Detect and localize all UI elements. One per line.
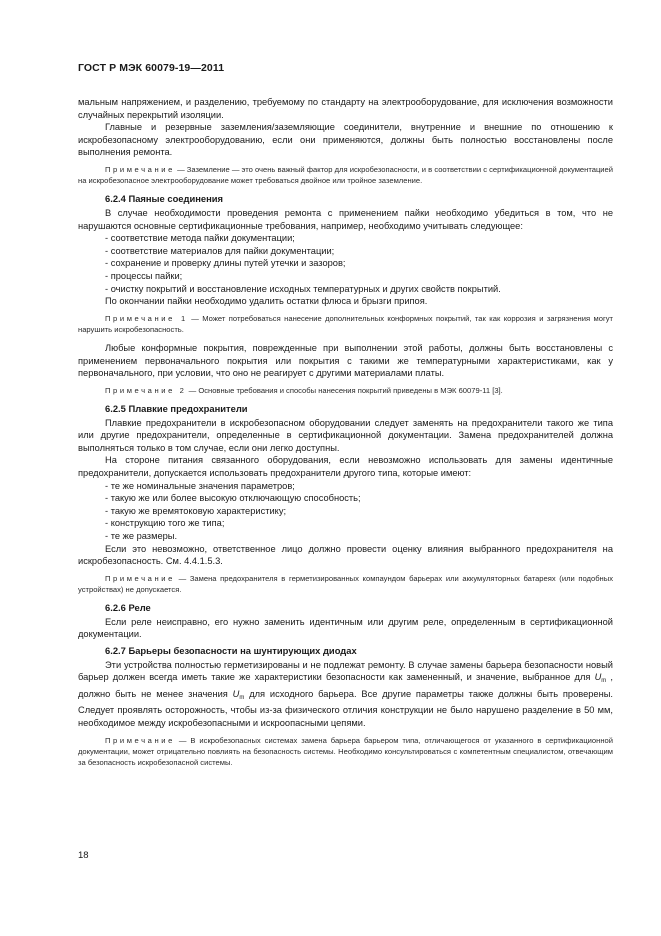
section-heading-6-2-4: 6.2.4 Паяные соединения — [105, 193, 224, 205]
paragraph: Если это невозможно, ответственное лицо должно провести оценку влияния выбранного предохранителя на искробезопасность. См. 4.4.1.5.3. — [78, 543, 613, 567]
paragraph: Любые конформные покрытия, поврежденные при выполнении этой работы, должны быть восстановлены с применением первоначального покрытия или покрытия с такими же температурными характеристиками, как у первоначального, при условии, что оно не реагирует с другими материалами платы. — [78, 343, 613, 379]
paragraph: Главные и резервные заземления/заземляющие соединители, внутренние и внешние по отношению к искробезопасному электрооборудованию, если они применяются, должны быть полностью восстановлены после выполнения ремонта. — [78, 122, 613, 158]
symbol-um: $U_m$ — [594, 672, 607, 685]
note-label: Примечание 2 — [105, 385, 187, 395]
list-item: - те же номинальные значения параметров; — [78, 480, 613, 493]
list-item: - те же размеры. — [78, 530, 613, 543]
list-item: - процессы пайки; — [78, 270, 613, 283]
paragraph: мальным напряжением, и разделению, требуемому по стандарту на электрооборудование, для исключения возможности случайных перекрытий изоляции. — [78, 97, 613, 120]
note-label: Примечание 1 — [105, 313, 188, 323]
list-item: - сохранение и проверку длины путей утечки и зазоров; — [78, 257, 613, 270]
note — [78, 385, 613, 396]
note-label: Примечание — [105, 573, 175, 583]
note — [78, 735, 613, 769]
paragraph: Эти устройства полностью герметизированы и не подлежат ремонту. В случае замены барьера безопасности новый барьер должен всегда иметь такие же характеристики безопасности как замененный, и значение, выбранное для $U_m$ , должно быть не менее значения $U_m$ для исходного барьера. Все другие параметры также должны быть проверены. Следует проявлять осторожность, чтобы из-за физического отличия конструкции не было нарушено разделение в 50 мм, необходимое между искробезопасными и искроопасными цепями. — [78, 659, 613, 728]
note — [78, 164, 613, 186]
list-item: - такую же времятоковую характеристику; — [78, 505, 613, 518]
paragraph: В случае необходимости проведения ремонта с применением пайки необходимо убедиться в том, что не нарушаются основные сертификационные требования, например, необходимо учитывать следующее: — [78, 207, 613, 231]
section-heading-6-2-6: 6.2.6 Реле — [105, 602, 151, 614]
page-number: 18 — [78, 850, 89, 861]
note-text: — Основные требования и способы нанесения покрытий приведены в МЭК 60079-11 [3]. — [186, 385, 503, 395]
list-item: - конструкцию того же типа; — [78, 517, 613, 530]
list-item: - соответствие материалов для пайки документации; — [78, 245, 613, 258]
note-text: — Заземление — это очень важный фактор для искробезопасности, и в соответствии с сертификационной документацией на искробезопасное электрооборудование может требоваться двойное или тройное заземление. — [78, 164, 613, 186]
bullet-list — [78, 232, 613, 295]
section-heading-6-2-5: 6.2.5 Плавкие предохранители — [105, 403, 248, 415]
list-item: - такую же или более высокую отключающую способность; — [78, 492, 613, 505]
document-header: ГОСТ Р МЭК 60079-19—2011 — [78, 62, 225, 74]
paragraph: Плавкие предохранители в искробезопасном оборудовании следует заменять на предохранители такого же типа или другие предохранители, определенные в сертификационной документации. Замена предохранителей должна выполняться только в том случае, если они легко доступны. — [78, 417, 613, 453]
document-page — [78, 62, 613, 775]
note-text: — В искробезопасных системах замена барьера барьером типа, отличающегося от указанного в сертификационной документации, может отрицательно повлиять на безопасность системы. Необходимо консультироваться с компетентным специалистом, отвечающим за безопасность искробезопасной системы. — [78, 735, 613, 767]
paragraph: По окончании пайки необходимо удалить остатки флюса и брызги припоя. — [105, 296, 428, 307]
section-heading-6-2-7: 6.2.7 Барьеры безопасности на шунтирующих диодах — [105, 645, 357, 657]
symbol-um: $U_m$ — [232, 688, 245, 701]
paragraph: Если реле неисправно, его нужно заменить идентичным или другим реле, определенным в сертификационной документации. — [78, 616, 613, 640]
list-item: - соответствие метода пайки документации; — [78, 232, 613, 245]
note-label: Примечание — [105, 164, 175, 174]
note-label: Примечание — [105, 735, 175, 745]
note-text: — Может потребоваться нанесение дополнительных конформных покрытий, так как коррозия и загрязнения могут нарушить искробезопасность. — [78, 313, 613, 334]
note — [78, 313, 613, 335]
paragraph: На стороне питания связанного оборудования, если невозможно использовать для замены идентичные предохранители, допускается использовать предохранители другого типа, которые имеют: — [78, 455, 613, 479]
list-item: - очистку покрытий и восстановление исходных температурных и других свойств покрытий. — [78, 283, 613, 296]
bullet-list — [78, 480, 613, 543]
note — [78, 573, 613, 595]
note-text: — Замена предохранителя в герметизированных компаундом барьерах или аккумуляторных батареях (или подобных устройствах) не допускается. — [78, 573, 613, 595]
